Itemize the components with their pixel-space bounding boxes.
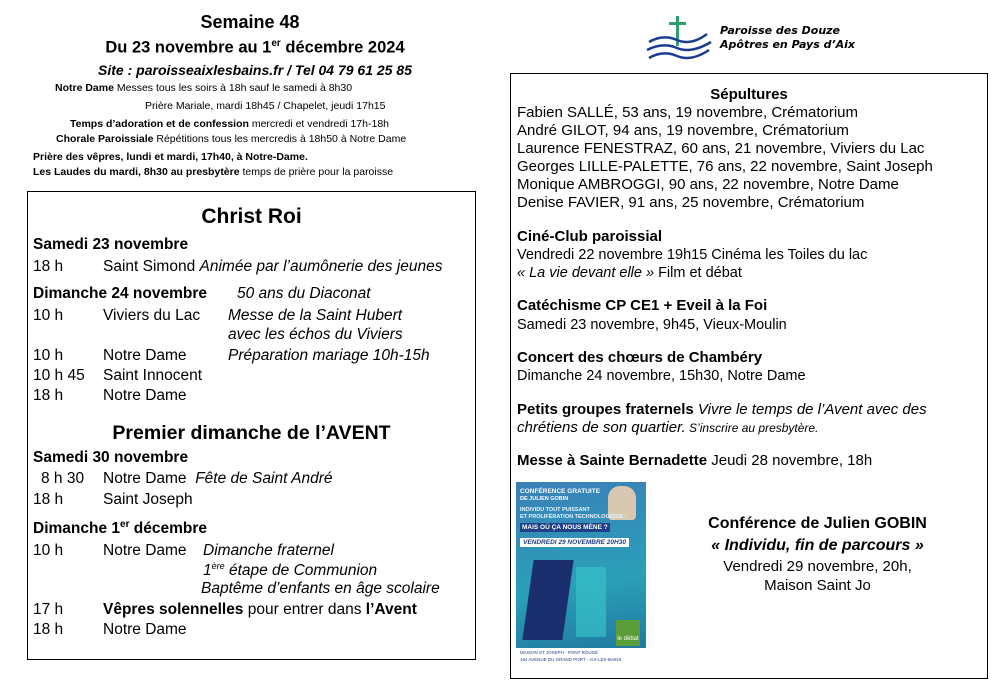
sepulture-item: André GILOT, 94 ans, 19 novembre, Crématorium xyxy=(517,122,849,139)
poster-line: ET PROLIFÉRATION TECHNOLOGIQUE : xyxy=(520,514,627,520)
schedule-time: 17 h xyxy=(33,601,64,618)
schedule-row-place: Saint Simond Animée par l’aumônerie des jeunes xyxy=(103,258,443,275)
poster-footer: MAISON ST JOSEPH - PONT ROUGE xyxy=(520,650,599,655)
section-title-christ-roi: Christ Roi xyxy=(201,205,302,228)
schedule-place: Saint Innocent xyxy=(103,367,203,384)
schedule-place: Notre Dame xyxy=(103,621,187,638)
schedule-place: Saint Joseph xyxy=(103,491,193,508)
schedule-note-2: 1ère étape de Communion xyxy=(203,561,378,580)
sepulture-item: Georges LILLE-PALETTE, 76 ans, 22 novembre, Saint Joseph xyxy=(517,158,933,175)
schedule-place: Vêpres solennelles pour entrer dans l’Avent xyxy=(103,601,417,618)
conference-when: Vendredi 29 novembre, 20h, xyxy=(723,558,912,575)
sepultures-title: Sépultures xyxy=(710,86,788,103)
poster-date: VENDREDI 29 NOVEMBRE 20H30 xyxy=(520,538,629,547)
sepulture-item: Monique AMBROGGI, 90 ans, 22 novembre, Notre Dame xyxy=(517,176,899,193)
concert-title: Concert des chœurs de Chambéry xyxy=(517,349,763,366)
laudes-line: Les Laudes du mardi, 8h30 au presbytère temps de prière pour la paroisse xyxy=(33,166,394,178)
schedule-note: Préparation mariage 10h-15h xyxy=(228,347,430,364)
schedule-time: 18 h xyxy=(33,491,64,508)
schedule-place: Notre Dame xyxy=(103,542,187,559)
parish-name-2: Apôtres en Pays d’Aix xyxy=(720,38,856,51)
schedule-note: Dimanche fraternel xyxy=(203,542,334,559)
schedule-row: 18 h xyxy=(33,258,64,275)
conference-poster xyxy=(516,482,646,667)
poster-line: DE JULIEN GOBIN xyxy=(520,496,569,502)
site-phone-line: Site : paroisseaixlesbains.fr / Tel 04 79 61 25 85 xyxy=(98,62,412,78)
cross-waves-icon xyxy=(645,12,717,64)
schedule-note: Messe de la Saint Hubert xyxy=(228,307,403,324)
petits-groupes-line-1: Petits groupes fraternels Vivre le temps de l’Avent avec des xyxy=(517,401,927,418)
schedule-place: Notre Dame xyxy=(103,387,187,404)
schedule-time: 10 h xyxy=(33,542,64,559)
poster-art xyxy=(576,567,606,637)
poster-line: CONFÉRENCE GRATUITE xyxy=(520,488,601,495)
sepulture-item: Laurence FENESTRAZ, 60 ans, 21 novembre, Viviers du Lac xyxy=(517,140,925,157)
poster-line: MAIS OÙ ÇA NOUS MÈNE ? xyxy=(522,524,608,531)
sepulture-item: Fabien SALLÉ, 53 ans, 19 novembre, Crématorium xyxy=(517,104,859,121)
sepulture-item: Denise FAVIER, 91 ans, 25 novembre, Crématorium xyxy=(517,194,865,211)
parish-logo xyxy=(645,12,717,62)
vepres-line: Prière des vêpres, lundi et mardi, 17h40, à Notre-Dame. xyxy=(33,151,308,163)
day-heading-sat23: Samedi 23 novembre xyxy=(33,236,189,253)
catechisme-title: Catéchisme CP CE1 + Eveil à la Foi xyxy=(517,297,768,314)
schedule-time: 10 h xyxy=(33,347,64,364)
cine-title: Ciné-Club paroissial xyxy=(517,228,663,245)
adoration-line: Temps d’adoration et de confession mercredi et vendredi 17h-18h xyxy=(70,118,390,130)
diaconat-note: 50 ans du Diaconat xyxy=(237,285,371,302)
cine-line-2: « La vie devant elle » Film et débat xyxy=(517,265,742,281)
schedule-note-3: Baptême d’enfants en âge scolaire xyxy=(201,580,440,597)
day-heading-sun24: Dimanche 24 novembre xyxy=(33,285,208,302)
schedule-place: Notre Dame xyxy=(103,347,187,364)
poster-line: INDIVIDU TOUT PUISSANT xyxy=(520,507,590,513)
parish-name-1: Paroisse des Douze xyxy=(720,24,841,37)
schedule-time: 18 h xyxy=(33,621,64,638)
petits-groupes-line-2: chrétiens de son quartier. S’inscrire au presbytère. xyxy=(517,419,819,436)
cine-line-1: Vendredi 22 novembre 19h15 Cinéma les Toiles du lac xyxy=(517,247,868,263)
schedule-time: 18 h xyxy=(33,387,64,404)
sainte-bernadette-line: Messe à Sainte Bernadette Jeudi 28 novembre, 18h xyxy=(517,452,873,469)
schedule-note-2: avec les échos du Viviers xyxy=(228,326,403,343)
conference-where: Maison Saint Jo xyxy=(764,577,871,594)
week-title: Semaine 48 xyxy=(200,12,300,32)
priere-mariale-line: Prière Mariale, mardi 18h45 / Chapelet, jeudi 17h15 xyxy=(145,100,386,112)
section-title-avent: Premier dimanche de l’AVENT xyxy=(112,422,391,444)
schedule-place: Notre Dame Fête de Saint André xyxy=(103,470,333,487)
catechisme-line: Samedi 23 novembre, 9h45, Vieux-Moulin xyxy=(517,317,787,333)
date-range: Du 23 novembre au 1er décembre 2024 xyxy=(105,38,405,57)
concert-line: Dimanche 24 novembre, 15h30, Notre Dame xyxy=(517,368,806,384)
day-heading-sat30: Samedi 30 novembre xyxy=(33,449,189,466)
day-heading-sun1: Dimanche 1er décembre xyxy=(33,519,208,538)
poster-footer: 154 AVENUE DU GRAND PORT - AIX-LES-BAINS xyxy=(520,657,622,662)
schedule-time: 10 h 45 xyxy=(33,367,85,384)
schedule-time: 10 h xyxy=(33,307,64,324)
chorale-line: Chorale Paroissiale Répétitions tous les mercredis à 18h50 à Notre Dame xyxy=(56,133,407,145)
notre-dame-line: Notre Dame Messes tous les soirs à 18h sauf le samedi à 8h30 xyxy=(55,82,353,94)
conference-title: Conférence de Julien GOBIN xyxy=(708,515,927,532)
debat-badge: le débat xyxy=(616,620,640,646)
conference-subtitle: « Individu, fin de parcours » xyxy=(711,537,924,554)
schedule-place: Viviers du Lac xyxy=(103,307,201,324)
schedule-time: 8 h 30 xyxy=(41,470,85,487)
